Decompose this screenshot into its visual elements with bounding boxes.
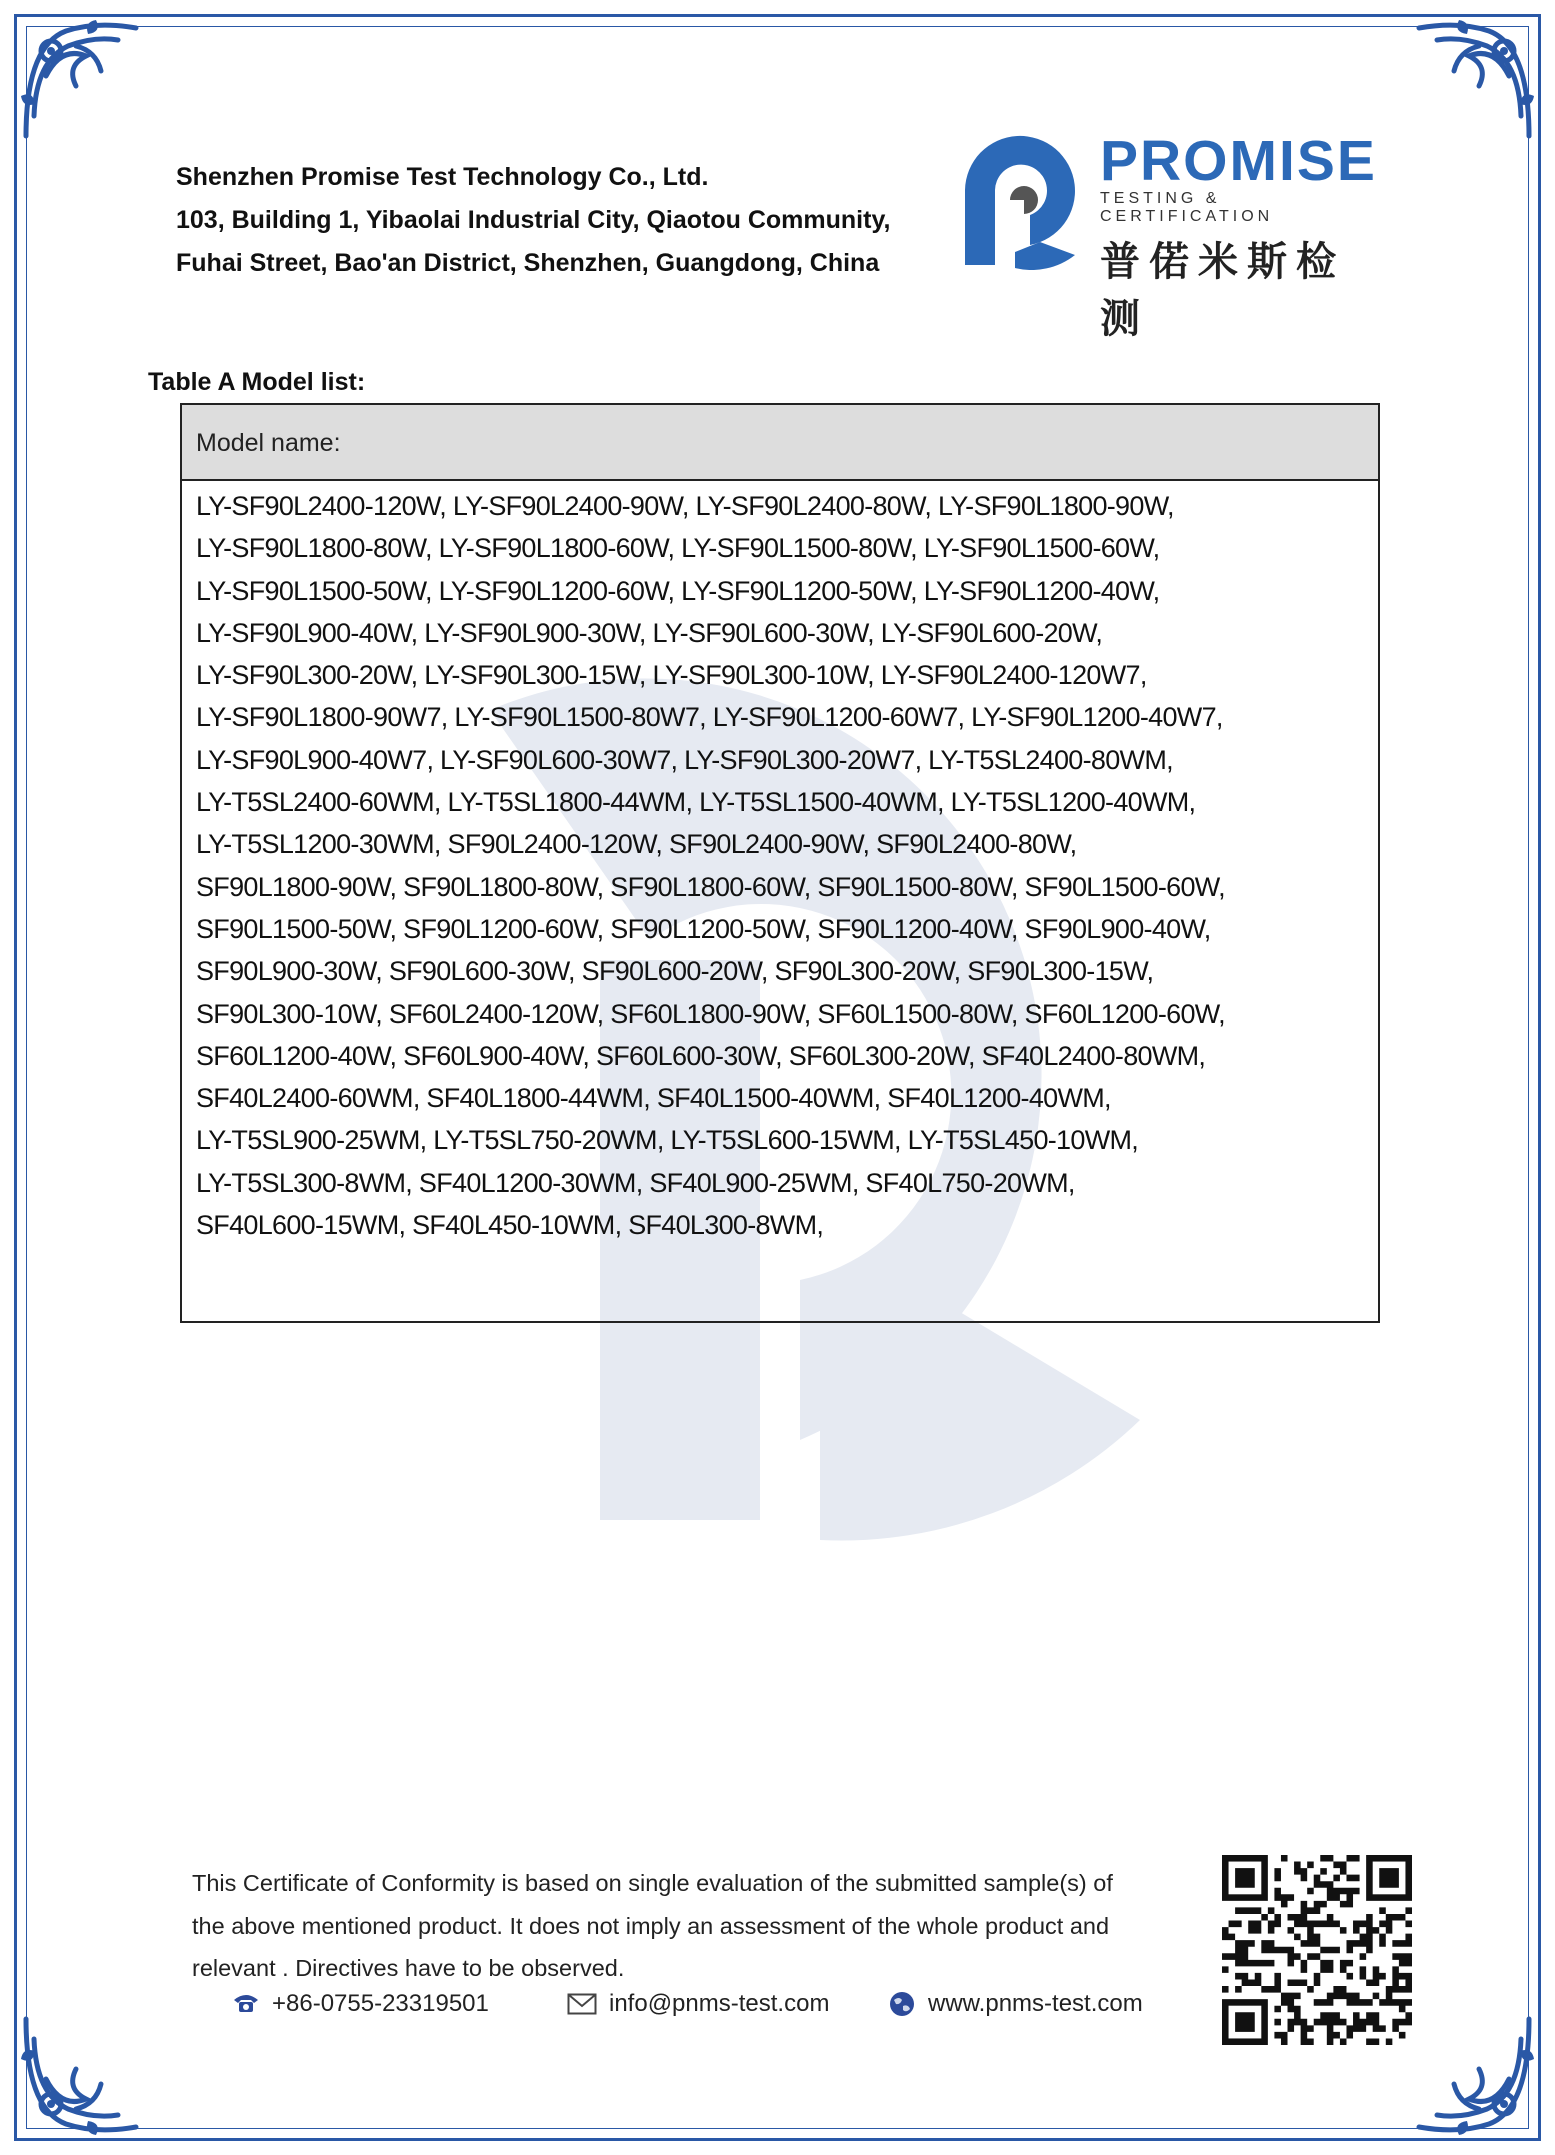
model-line: SF90L300-10W, SF60L2400-120W, SF60L1800-90W, SF60L1500-80W, SF60L1200-60W, [196,998,1225,1029]
logo-chinese: 普偌米斯检测 [1100,240,1345,341]
logo-brand: PROMISE [1100,129,1377,193]
model-line: LY-SF90L900-40W, LY-SF90L900-30W, LY-SF90L600-30W, LY-SF90L600-20W, [196,617,1103,648]
phone-number: +86-0755-23319501 [272,1990,489,2017]
qr-code-icon [1222,1855,1412,2045]
contact-phone [232,1990,489,2018]
model-table [180,403,1380,1323]
contact-website[interactable] [888,1990,1143,2018]
model-line: LY-SF90L1800-80W, LY-SF90L1800-60W, LY-SF90L1500-80W, LY-SF90L1500-60W, [196,533,1160,564]
company-address-line2: Fuhai Street, Bao'an District, Shenzhen, Guangdong, China [176,249,880,277]
phone-icon [232,1992,260,2016]
model-line: LY-SF90L300-20W, LY-SF90L300-15W, LY-SF90L300-10W, LY-SF90L2400-120W7, [196,660,1147,691]
logo-text [1100,130,1385,344]
company-block [176,156,890,285]
model-line: LY-SF90L900-40W7, LY-SF90L600-30W7, LY-SF90L300-20W7, LY-T5SL2400-80WM, [196,744,1173,775]
disclaimer-line: the above mentioned product. It does not imply an assessment of the whole product and [192,1912,1110,1939]
model-line: SF40L2400-60WM, SF40L1800-44WM, SF40L1500-40WM, SF40L1200-40WM, [196,1083,1111,1114]
email-address[interactable]: info@pnms-test.com [609,1990,830,2017]
model-line: LY-T5SL1200-30WM, SF90L2400-120W, SF90L2400-90W, SF90L2400-80W, [196,829,1077,860]
model-line: LY-SF90L1500-50W, LY-SF90L1200-60W, LY-SF90L1200-50W, LY-SF90L1200-40W, [196,575,1160,606]
disclaimer-line: This Certificate of Conformity is based on single evaluation of the submitted sample(s) of [192,1870,1113,1896]
disclaimer-line: relevant . Directives have to be observed. [192,1955,625,1981]
model-line: LY-T5SL2400-60WM, LY-T5SL1800-44WM, LY-T5SL1500-40WM, LY-T5SL1200-40WM, [196,787,1196,818]
model-line: SF60L1200-40W, SF60L900-40W, SF60L600-30W, SF60L300-20W, SF40L2400-80WM, [196,1040,1206,1071]
promise-logo-icon [955,130,1085,270]
model-line: LY-SF90L1800-90W7, LY-SF90L1500-80W7, LY-SF90L1200-60W7, LY-SF90L1200-40W7, [196,702,1223,733]
model-line: SF90L1500-50W, SF90L1200-60W, SF90L1200-50W, SF90L1200-40W, SF90L900-40W, [196,913,1211,944]
corner-ornament-icon [1399,6,1549,156]
website-url[interactable]: www.pnms-test.com [928,1990,1143,2017]
corner-ornament-icon [6,1999,156,2149]
contact-email[interactable] [567,1990,829,2018]
model-line: LY-T5SL900-25WM, LY-T5SL750-20WM, LY-T5SL600-15WM, LY-T5SL450-10WM, [196,1125,1139,1156]
company-name: Shenzhen Promise Test Technology Co., Ltd. [176,163,709,191]
table-caption: Table A Model list: [148,368,366,396]
logo-tagline: TESTING & CERTIFICATION [1100,190,1274,225]
model-line: SF90L1800-90W, SF90L1800-80W, SF90L1800-60W, SF90L1500-80W, SF90L1500-60W, [196,871,1225,902]
globe-icon [888,1990,916,2018]
corner-ornament-icon [1399,1999,1549,2149]
mail-icon [567,1993,597,2015]
model-line: LY-SF90L2400-120W, LY-SF90L2400-90W, LY-SF90L2400-80W, LY-SF90L1800-90W, [196,491,1174,521]
model-table-body [182,481,1378,1246]
model-line: SF40L600-15WM, SF40L450-10WM, SF40L300-8WM, [196,1210,824,1241]
corner-ornament-icon [6,6,156,156]
promise-logo [955,129,1385,341]
model-line: SF90L900-30W, SF90L600-30W, SF90L600-20W, SF90L300-20W, SF90L300-15W, [196,956,1154,987]
model-line: LY-T5SL300-8WM, SF40L1200-30WM, SF40L900-25WM, SF40L750-20WM, [196,1167,1075,1198]
company-address-line1: 103, Building 1, Yibaolai Industrial City, Qiaotou Community, [176,206,891,234]
disclaimer [192,1862,1192,1990]
model-table-header: Model name: [182,405,1378,481]
